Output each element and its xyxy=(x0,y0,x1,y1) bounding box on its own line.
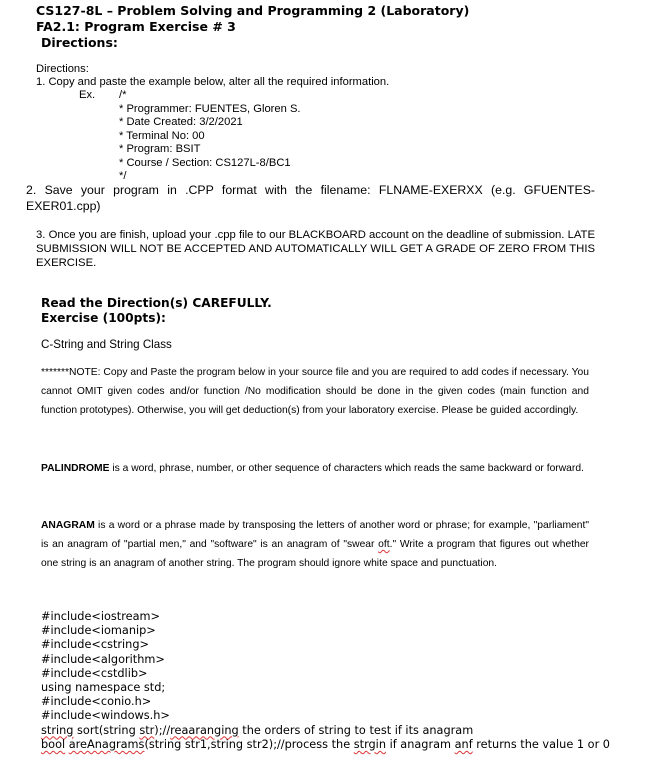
code-line: #include<windows.h> xyxy=(41,709,170,723)
code-token: the orders of string to test if its anagram xyxy=(238,723,474,737)
code-token: anf xyxy=(454,737,473,751)
step-3: 3. Once you are finish, upload your .cpp file to our BLACKBOARD account on the deadline of submission. LATE SUBMISSION WILL NOT BE ACCEPTED AND AUTOMATICALLY WILL GET A GRADE OF ZERO FROM THIS EXERCISE. xyxy=(36,229,595,269)
spelling-mark: oft xyxy=(378,539,390,550)
code-token: strgin xyxy=(353,737,386,751)
code-listing xyxy=(41,610,610,752)
anagram-definition: is a word or a phrase made by transposing the letters of another word or phrase; for example, "parliament" is an anagram of "partial men," and "software" is an anagram of "swear xyxy=(41,520,589,550)
code-line: #include<algorithm> xyxy=(41,652,165,666)
comment-line: /* xyxy=(119,89,127,101)
exercise-points: Exercise (100pts): xyxy=(41,311,166,325)
code-token: if anagram xyxy=(385,737,455,751)
code-token: sort(string xyxy=(73,723,140,737)
code-token: areAnagrams xyxy=(68,737,145,751)
code-token: string xyxy=(41,723,74,737)
code-line-sort xyxy=(41,724,610,738)
code-token: str xyxy=(139,723,155,737)
anagram-paragraph xyxy=(41,516,589,573)
comment-line: * Date Created: 3/2/2021 xyxy=(119,116,243,128)
anagram-term: ANAGRAM xyxy=(41,520,95,531)
palindrome-term: PALINDROME xyxy=(41,463,110,474)
comment-line: * Program: BSIT xyxy=(119,143,201,155)
code-token: (string str1,string str2);//process the xyxy=(144,737,354,751)
comment-line: * Terminal No: 00 xyxy=(119,129,205,142)
code-line: #include<cstring> xyxy=(41,638,149,652)
directions-label: Directions: xyxy=(36,63,89,75)
palindrome-definition: is a word, phrase, number, or other sequence of characters which reads the same backward or forward. xyxy=(109,463,584,474)
topic: C-String and String Class xyxy=(41,338,172,351)
example-label: Ex. xyxy=(79,89,96,101)
note-paragraph: *******NOTE: Copy and Paste the program below in your source file and you are required to add codes if necessary. You cannot OMIT given codes and/or function /No modification should be done in the given codes (main function and function prototypes). Otherwise, you will get deduction(s) from your laboratory exercise. Please be guided accordingly. xyxy=(41,367,589,416)
code-token: );// xyxy=(154,723,171,737)
code-line: #include<conio.h> xyxy=(41,695,152,709)
directions-heading: Directions: xyxy=(41,35,118,50)
read-carefully: Read the Direction(s) CAREFULLY. xyxy=(41,296,272,310)
step-1: 1. Copy and paste the example below, alter all the required information. xyxy=(36,76,390,88)
exercise-title: FA2.1: Program Exercise # 3 xyxy=(36,19,236,34)
step-2: 2. Save your program in .CPP format with the filename: FLNAME-EXERXX (e.g. GFUENTES-EXER01.cpp) xyxy=(26,183,595,213)
code-line: #include<iomanip> xyxy=(41,624,156,638)
comment-line: */ xyxy=(119,170,127,182)
code-token: reaaranging xyxy=(170,723,239,737)
comment-line: * Course / Section: CS127L-8/BC1 xyxy=(119,156,291,169)
code-token: returns the value 1 or 0 xyxy=(472,737,610,751)
code-line: using namespace std; xyxy=(41,681,166,695)
header-comment-example xyxy=(119,89,301,184)
code-line-are-anagrams xyxy=(41,738,610,752)
palindrome-paragraph xyxy=(41,459,589,478)
code-line: #include<iostream> xyxy=(41,610,160,623)
course-title: CS127-8L – Problem Solving and Programming 2 (Laboratory) xyxy=(36,3,470,18)
code-line: #include<cstdlib> xyxy=(41,666,148,680)
comment-line: * Programmer: FUENTES, Gloren S. xyxy=(119,102,301,115)
anagram-definition-end: ." Write a program that figures out whether one string is an anagram of another string. The program should ignore white space and punctuation. xyxy=(41,539,589,569)
code-token: bool xyxy=(41,737,66,751)
